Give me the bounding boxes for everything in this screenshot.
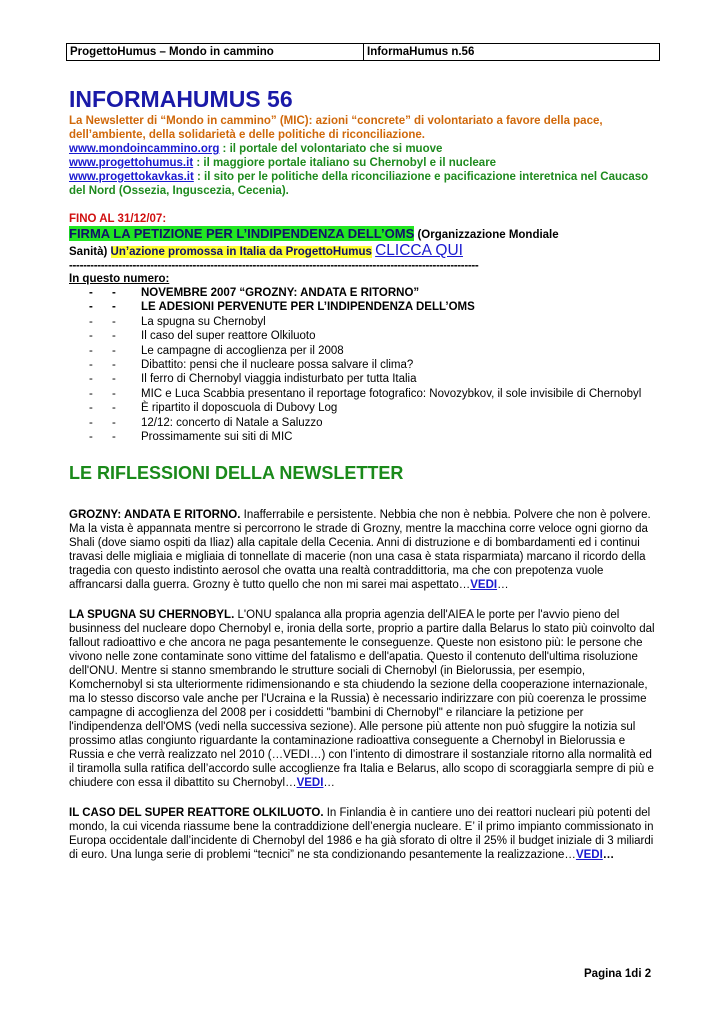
vedi-link[interactable]: VEDI <box>470 579 498 592</box>
header-right: InformaHumus n.56 <box>364 44 660 61</box>
intro-link-row <box>69 170 659 198</box>
toc-item: - - Dibattito: pensi che il nucleare possa salvare il clima? <box>89 359 414 372</box>
link-desc: : il portale del volontariato che si muove <box>219 143 443 155</box>
link-mondoincammino[interactable]: www.mondoincammino.org <box>69 143 220 155</box>
link-desc: : il sito per le politiche della riconciliazione e pacificazione interetnica nel Caucaso del Nord (Ossezia, Inguscezia, Cecenia). <box>69 171 649 197</box>
article-tail: … <box>602 849 615 862</box>
toc-item: - - LE ADESIONI PERVENUTE PER L’INDIPENDENZA DELL’OMS <box>89 301 475 314</box>
toc-item: - - MIC e Luca Scabbia presentano il reportage fotografico: Novozybkov, il sole invisibile di Chernobyl <box>89 387 642 400</box>
petition-block-2 <box>69 243 659 260</box>
document-title: INFORMAHUMUS 56 <box>69 86 293 112</box>
toc-item: - - 12/12: concerto di Natale a Saluzzo <box>89 416 323 429</box>
divider: -------------------------------------------------------------------------------------------------------------------- <box>69 260 479 272</box>
toc-title: In questo numero: <box>69 273 170 285</box>
petition-org-1: (Organizzazione Mondiale <box>414 229 559 241</box>
article-body: Inafferrabile e persistente. Nebbia che non è nebbia. Polvere che non è polvere. Ma la vista è appannata mentre si percorrono le strade di Grozny, mentre la macchina corre veloce ogni giorno da Shali (dove siamo ospiti da Iliaz) alla capitale della Cecenia. Anni di distruzione e di bombardamenti ed i continui travasi delle migliaia e migliaia di tonnellate di macerie (non una casa è stata risparmiata) marcano il ricordo della tragedia con questo indistinto aerosol che ovatta una realtà contraddittoria, ma che con prepotenza vuole affrancarsi dalla guerra. Grozny è tutto quello che non mi sarei mai aspettato… <box>69 509 651 592</box>
toc-item: - - NOVEMBRE 2007 “GROZNY: ANDATA E RITORNO” <box>89 287 420 299</box>
clicca-qui-link[interactable]: CLICCA QUI <box>375 242 463 259</box>
article-body: L'ONU spalanca alla propria agenzia dell'AIEA le porte per l'avvio pieno del businness del nucleare dopo Chernobyl e, ironia della sorte, proprio a partire dalla Belarus lo stato più coinvolto dal fallout radioattivo e che ancora ne paga pesantemente le conseguenze. Queste non esistono più: le persone che vivono nelle zone contaminate sono vittime del fatalismo e dell'apatia. Questo il contenuto dell'ultima risoluzione dell'ONU. Mentre si stanno smembrando le strutture sociali di Chernobyl (in Bielorussia, per esempio, Komchernobyl si sta ulteriormente ridimensionando e sta chiudendo la sezione della cooperazione internazionale, ma lo stesso discorso vale anche per l'Ucraina e la Russia) è necessario indirizzare con più coerenza le prossime campagne di accoglienza del 2008 per i cosiddetti "bambini di Chernobyl" e rilanciare la petizione per l'indipendenza dell'OMS (vedi nella successiva sezione). Alle persone più attente non può sfuggire la notizia sul prossimo atlas congiunto riguardante la contaminazione radioattiva conseguente a Chernobyl in Bielorussia e Russia e che verrà realizzato nel 2010 (…VEDI…) con l’intento di dimostrare il sostanziale ritorno alla normalità ed il tiramolla sulla ratifica dell’accordo sulle accoglienze fra Italia e Belarus, allo scopo di scoraggiarla sempre di più e chiudere con essa il dibattito su Chernobyl… <box>69 609 655 790</box>
petition-org-2: Sanità) <box>69 246 111 258</box>
toc-list <box>69 286 659 444</box>
link-desc: : il maggiore portale italiano su Chernobyl e il nucleare <box>193 157 497 169</box>
toc-item: - - Il ferro di Chernobyl viaggia indisturbato per tutta Italia <box>89 373 417 386</box>
toc-item: - - Le campagne di accoglienza per il 2008 <box>89 344 344 357</box>
article-lead: GROZNY: ANDATA E RITORNO. <box>69 509 241 522</box>
article-grozny <box>69 508 659 592</box>
toc-item: - - La spugna su Chernobyl <box>89 315 266 328</box>
document-body <box>69 84 659 878</box>
section-title: LE RIFLESSIONI DELLA NEWSLETTER <box>69 463 404 484</box>
article-lead: IL CASO DEL SUPER REATTORE OLKILUOTO. <box>69 807 324 820</box>
article-lead: LA SPUGNA SU CHERNOBYL. <box>69 609 235 622</box>
toc-item: - - È ripartito il doposcuola di Dubovy Log <box>89 402 338 415</box>
page-number: Pagina 1di 2 <box>584 968 652 980</box>
article-olkiluoto <box>69 806 659 862</box>
intro-block <box>69 114 659 198</box>
header-left: ProgettoHumus – Mondo in cammino <box>67 44 364 61</box>
petition-block <box>69 226 659 243</box>
petition-promo: Un’azione promossa in Italia da ProgettoHumus <box>110 246 372 258</box>
link-progettohumus[interactable]: www.progettohumus.it <box>69 157 194 169</box>
petition-headline: FIRMA LA PETIZIONE PER L’INDIPENDENZA DELL’OMS <box>69 226 415 241</box>
page-header <box>66 43 660 61</box>
article-tail: … <box>497 579 509 592</box>
intro-description: La Newsletter di “Mondo in cammino” (MIC): azioni “concrete” di volontariato a favore della pace, dell’ambiente, della solidarietà e delle politiche di riconciliazione. <box>69 115 603 141</box>
petition-deadline: FINO AL 31/12/07: <box>69 213 167 225</box>
toc-item: - - Prossimamente sui siti di MIC <box>89 431 293 444</box>
intro-link-row <box>69 156 659 170</box>
vedi-link[interactable]: VEDI <box>575 849 603 862</box>
toc-item: - - Il caso del super reattore Olkiluoto <box>89 330 316 343</box>
intro-link-row <box>69 142 659 156</box>
vedi-link[interactable]: VEDI <box>296 777 324 790</box>
article-tail: … <box>323 777 335 790</box>
article-body: In Finlandia è in cantiere uno dei reattori nucleari più potenti del mondo, la cui vicenda riassume bene la contraddizione dell’energia nucleare. E’ il primo impianto commissionato in Europa occidentale dall’incidente di Chernobyl del 1986 e ha già sforato di oltre il 25% il budget iniziale di 3 miliardi di euro. Una lunga serie di problemi “tecnici” ne sta condizionando pesantemente la realizzazione… <box>69 807 654 862</box>
article-spugna <box>69 608 659 790</box>
link-progettokavkas[interactable]: www.progettokavkas.it <box>69 171 194 183</box>
